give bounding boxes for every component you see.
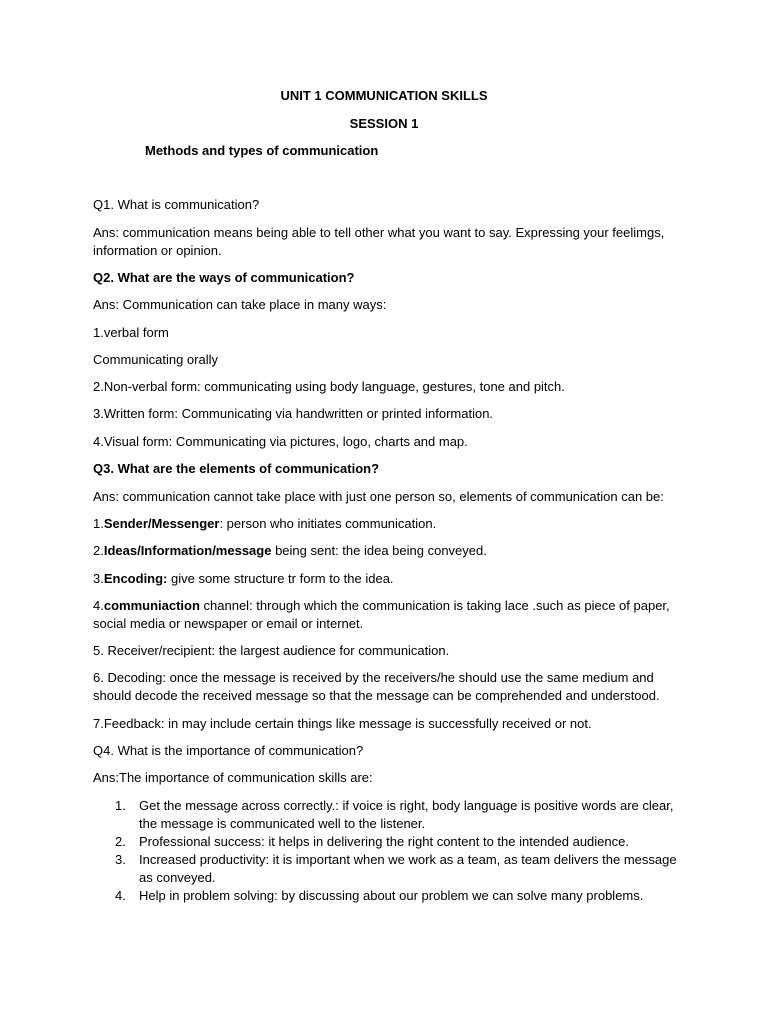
element-text: : person who initiates communication. bbox=[219, 516, 437, 531]
list-text: Increased productivity: it is important when we work as a team, as team delivers the message as conveyed. bbox=[139, 852, 677, 885]
element-number: 2. bbox=[93, 543, 104, 558]
element-term: Encoding: bbox=[103, 571, 168, 586]
q2-question: Q2. What are the ways of communication? bbox=[93, 270, 355, 285]
q1-question: Q1. What is communication? bbox=[93, 197, 260, 212]
list-text: Get the message across correctly.: if voice is right, body language is positive words are clear, the message is communicated well to the listener. bbox=[139, 798, 674, 831]
q3-element-feedback: 7.Feedback: in may include certain things like message is successfully received or not. bbox=[93, 716, 592, 731]
list-number: 4. bbox=[115, 888, 126, 903]
q4-question: Q4. What is the importance of communication? bbox=[93, 743, 364, 758]
q2-nonverbal: 2.Non-verbal form: communicating using body language, gestures, tone and pitch. bbox=[93, 379, 565, 394]
q3-question: Q3. What are the elements of communication? bbox=[93, 461, 380, 476]
q3-element-message bbox=[93, 542, 683, 560]
list-text: Professional success: it helps in delivering the right content to the intended audience. bbox=[139, 834, 629, 849]
q2-orally: Communicating orally bbox=[93, 352, 218, 367]
element-term: communiaction bbox=[103, 598, 200, 613]
q3-element-encoding bbox=[93, 570, 683, 588]
q2-intro: Ans: Communication can take place in many ways: bbox=[93, 297, 387, 312]
list-item bbox=[93, 797, 683, 833]
q2-written: 3.Written form: Communicating via handwritten or printed information. bbox=[93, 406, 494, 421]
q3-intro: Ans: communication cannot take place with just one person so, elements of communication can be: bbox=[93, 489, 664, 504]
element-text: channel: through which the communication is taking lace .such as piece of paper, social media or newspaper or email or internet. bbox=[93, 598, 670, 631]
q1-answer: Ans: communication means being able to tell other what you want to say. Expressing your feelimgs, information or opinion. bbox=[93, 225, 665, 258]
element-term: Ideas/Information/message bbox=[103, 543, 272, 558]
list-number: 3. bbox=[115, 852, 126, 867]
list-number: 2. bbox=[115, 834, 126, 849]
list-number: 1. bbox=[115, 798, 126, 813]
list-text: Help in problem solving: by discussing about our problem we can solve many problems. bbox=[139, 888, 644, 903]
topic-heading: Methods and types of communication bbox=[145, 143, 379, 158]
unit-title: UNIT 1 COMMUNICATION SKILLS bbox=[280, 88, 488, 103]
element-text: give some structure tr form to the idea. bbox=[167, 571, 394, 586]
element-text: being sent: the idea being conveyed. bbox=[271, 543, 487, 558]
list-item bbox=[93, 833, 683, 851]
list-item bbox=[93, 887, 683, 905]
q2-visual: 4.Visual form: Communicating via pictures, logo, charts and map. bbox=[93, 434, 468, 449]
q3-element-decoding: 6. Decoding: once the message is received by the receivers/he should use the same medium and should decode the received message so that the message can be comprehended and understood. bbox=[93, 670, 660, 703]
element-number: 3. bbox=[93, 571, 104, 586]
element-term: Sender/Messenger bbox=[103, 516, 220, 531]
importance-list bbox=[93, 797, 683, 905]
session-title: SESSION 1 bbox=[349, 116, 419, 131]
q4-intro: Ans:The importance of communication skills are: bbox=[93, 770, 373, 785]
element-number: 4. bbox=[93, 598, 104, 613]
q3-element-channel bbox=[93, 597, 683, 633]
q3-element-receiver: 5. Receiver/recipient: the largest audience for communication. bbox=[93, 643, 450, 658]
q2-verbal: 1.verbal form bbox=[93, 325, 169, 340]
q3-element-sender bbox=[93, 515, 683, 533]
element-number: 1. bbox=[93, 516, 104, 531]
list-item bbox=[93, 851, 683, 887]
